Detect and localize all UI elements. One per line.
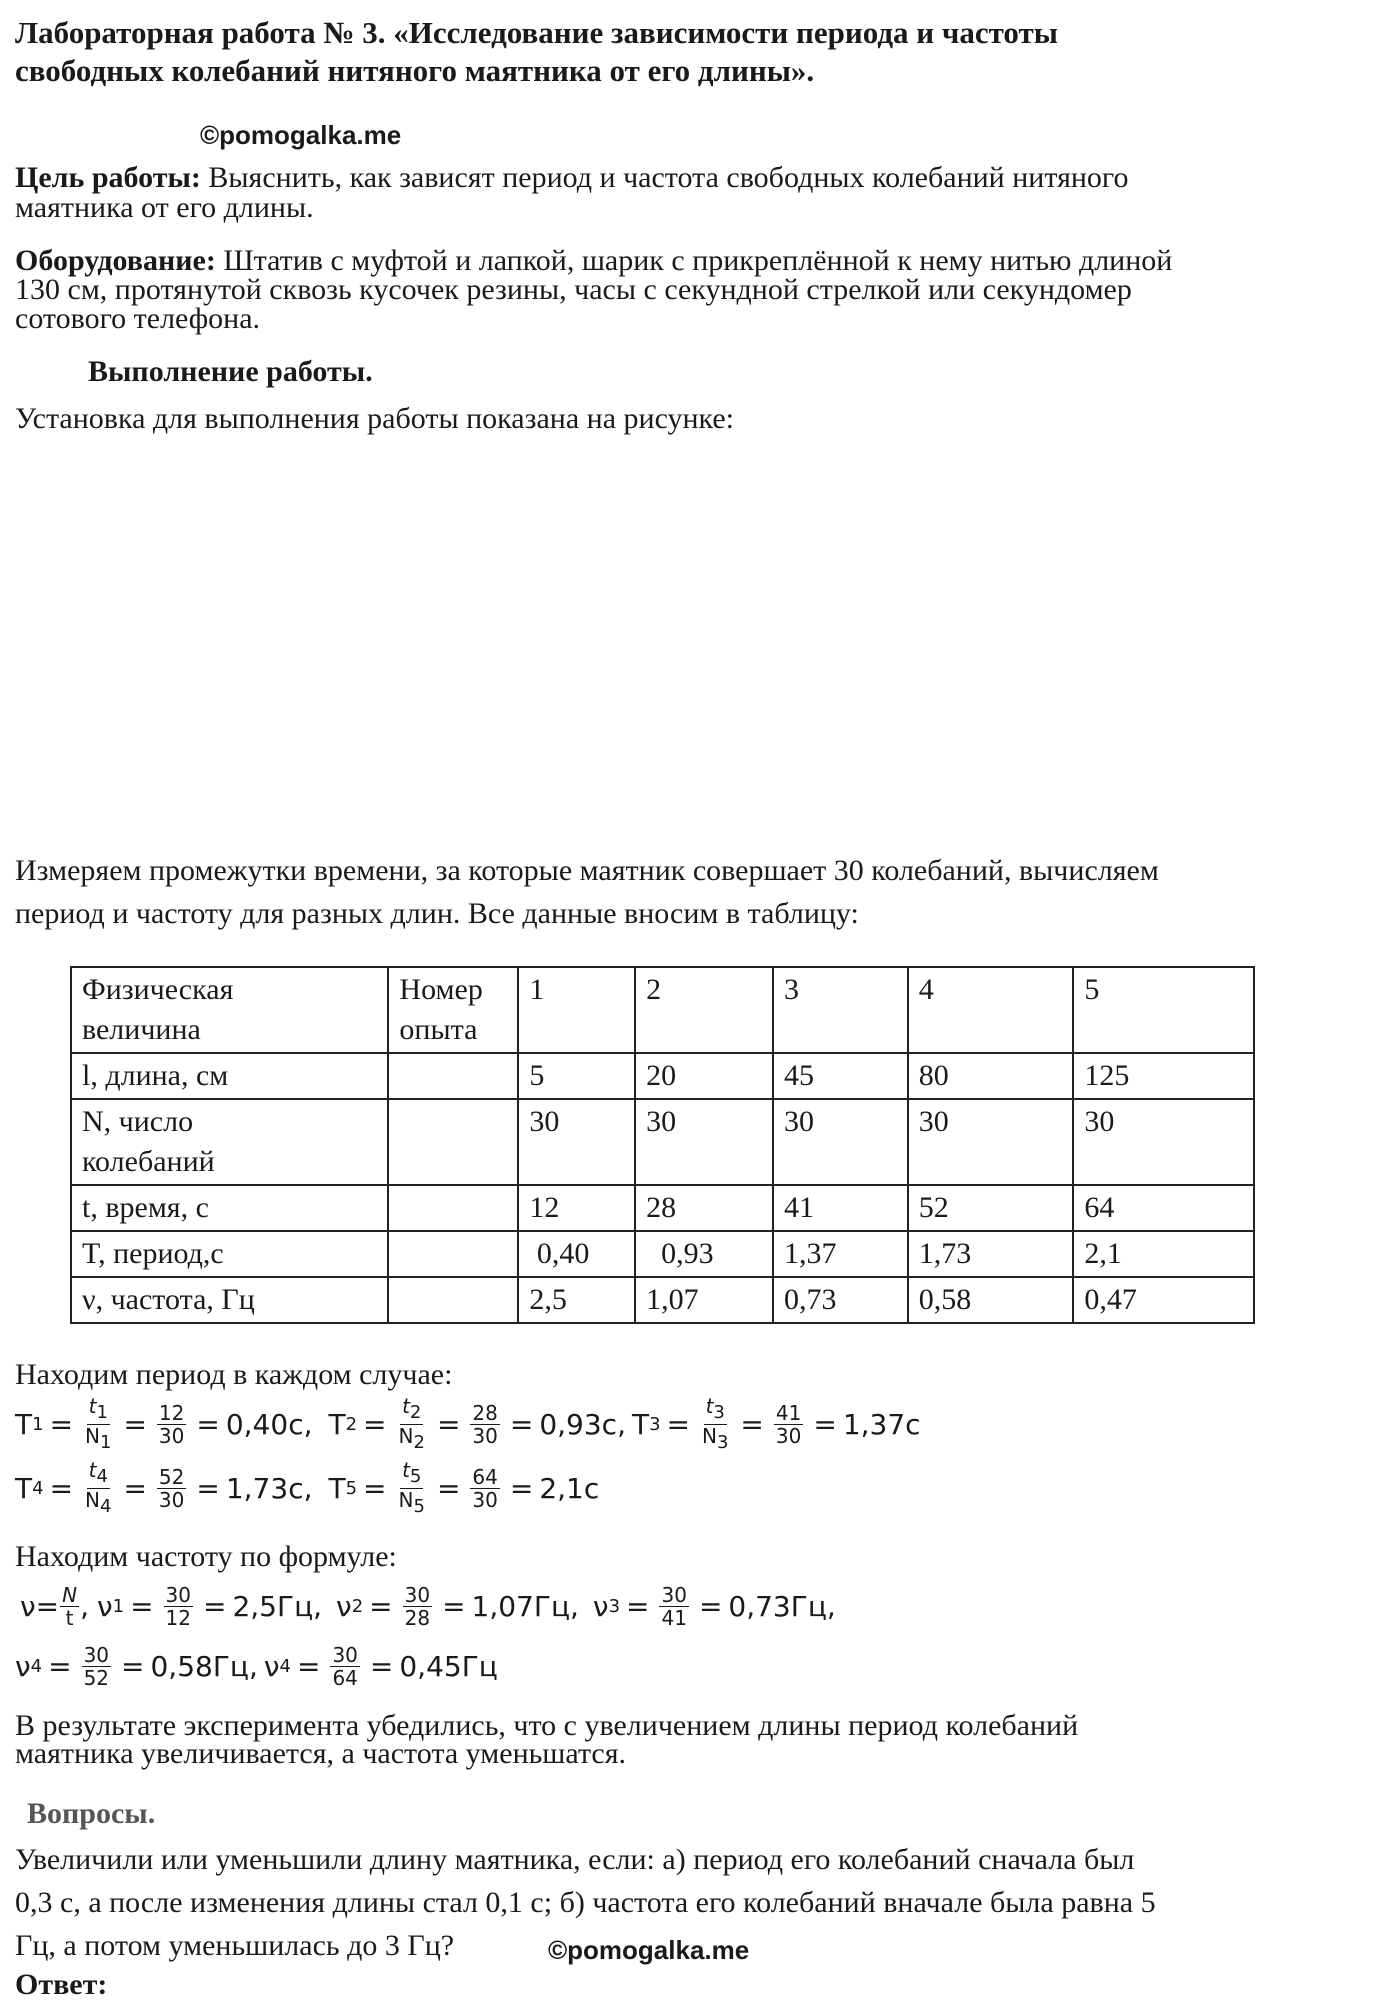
conclusion-text-2: маятника увеличивается, а частота уменьшатся. <box>15 1737 627 1770</box>
table-header-cell: 5 <box>1073 967 1254 1053</box>
table-row <box>71 1099 1254 1185</box>
table-cell: 0,58 <box>908 1277 1074 1323</box>
title-line-2: свободных колебаний нитяного маятника от его длины». <box>15 53 815 88</box>
table-cell: 0,47 <box>1073 1277 1254 1323</box>
conclusion-paragraph <box>15 1709 1395 1770</box>
question-text-3: Гц, а потом уменьшилась до 3 Гц? <box>15 1929 455 1962</box>
table-header-cell: 4 <box>908 967 1074 1053</box>
table-row <box>71 1277 1254 1323</box>
equipment-paragraph <box>15 246 1385 333</box>
table-cell: 30 <box>635 1099 773 1185</box>
table-cell: 5 <box>518 1053 635 1099</box>
goal-label: Цель работы: <box>15 161 201 194</box>
goal-text-2: маятника от его длины. <box>15 191 314 224</box>
title-line-1: Лабораторная работа № 3. «Исследование зависимости периода и частоты <box>15 15 1058 50</box>
table-row <box>71 1185 1254 1231</box>
table-cell: 30 <box>518 1099 635 1185</box>
table-header-cell: 1 <box>518 967 635 1053</box>
row-label: l, длина, см <box>71 1053 388 1099</box>
setup-text: Установка для выполнения работы показана на рисунке: <box>15 402 735 435</box>
nu2-value: 1,07Гц, <box>471 1589 579 1623</box>
watermark-top: ©pomogalka.me <box>200 120 402 150</box>
frequency-formula-row-1: ν = $\frac{N}{t}$ , ν 1 = $\frac{30}{12}$ = 2,5Гц, ν 2 = $\frac{30}{28}$ = 1,07Гц, ν 3 = $\frac{30}{41}$ = 0,73Гц, <box>20 1582 836 1630</box>
table-row <box>71 1231 1254 1277</box>
period-formula-row-1: T 1 = $\frac{t_1}{N_1}$ = $\frac{12}{30}$ = 0,40с, T 2 = $\frac{t_2}{N_2}$ = $\frac{28}{30}$ = 0,93с, T 3 = $\frac{t_3}{N_3}$ = $\frac{41}{30}$ = 1,37с <box>15 1393 921 1453</box>
table-header-row <box>71 967 1254 1053</box>
table-cell: 2,1 <box>1073 1231 1254 1277</box>
nu4-value: 0,58Гц, <box>150 1649 258 1683</box>
nu3-value: 0,73Гц, <box>728 1589 836 1623</box>
measure-text-1: Измеряем промежутки времени, за которые маятник совершает 30 колебаний, вычисляем <box>15 854 1159 887</box>
table-cell: 30 <box>1073 1099 1254 1185</box>
table-cell: 125 <box>1073 1053 1254 1099</box>
table-cell: 41 <box>773 1185 908 1231</box>
table-cell: 1,37 <box>773 1231 908 1277</box>
T2-value: 0,93с, <box>539 1407 626 1441</box>
table-cell: 28 <box>635 1185 773 1231</box>
questions-heading: Вопросы. <box>27 1797 156 1830</box>
data-table <box>70 966 1255 1324</box>
nu5-value: 0,45Гц <box>399 1649 498 1683</box>
equipment-text-3: сотового телефона. <box>15 302 261 335</box>
table-cell: 45 <box>773 1053 908 1099</box>
row-label: t, время, с <box>71 1185 388 1231</box>
T5-value: 2,1с <box>539 1471 600 1505</box>
table-cell: 0,73 <box>773 1277 908 1323</box>
page-title <box>15 14 1385 90</box>
watermark-bottom: ©pomogalka.me <box>548 1935 750 1965</box>
table-cell: 20 <box>635 1053 773 1099</box>
table-cell: 64 <box>1073 1185 1254 1231</box>
table-header-quantity: Физическая величина <box>71 967 388 1053</box>
frequency-intro: Находим частоту по формуле: <box>15 1540 397 1573</box>
question-text-2: 0,3 с, а после изменения длины стал 0,1 с; б) частота его колебаний вначале была равна 5 <box>15 1886 1156 1919</box>
measure-text-2: период и частоту для разных длин. Все данные вносим в таблицу: <box>15 897 859 930</box>
T1-value: 0,40с, <box>225 1407 313 1441</box>
row-label: T, период,с <box>71 1231 388 1277</box>
nu1-value: 2,5Гц, <box>232 1589 323 1623</box>
equipment-label: Оборудование: <box>15 244 216 277</box>
measure-paragraph <box>15 849 1395 935</box>
T4-value: 1,73с, <box>225 1471 313 1505</box>
table-cell: 30 <box>908 1099 1074 1185</box>
goal-paragraph <box>15 163 1385 223</box>
table-cell: 80 <box>908 1053 1074 1099</box>
table-cell: 1,73 <box>908 1231 1074 1277</box>
frequency-formula-row-2: ν 4 = $\frac{30}{52}$ = 0,58Гц, ν 4 = $\frac{30}{64}$ = 0,45Гц <box>15 1642 498 1690</box>
table-cell: 12 <box>518 1185 635 1231</box>
equipment-text-1: Штатив с муфтой и лапкой, шарик с прикреплённой к нему нитью длиной <box>215 244 1173 277</box>
period-intro: Находим период в каждом случае: <box>15 1358 453 1391</box>
period-formula-row-2: T 4 = $\frac{t_4}{N_4}$ = $\frac{52}{30}$ = 1,73с, T 5 = $\frac{t_5}{N_5}$ = $\frac{64}{30}$ = 2,1с <box>15 1457 600 1517</box>
table-cell: 30 <box>773 1099 908 1185</box>
table-cell: 52 <box>908 1185 1074 1231</box>
equipment-text-2: 130 см, протянутой сквозь кусочек резины, часы с секундной стрелкой или секундомер <box>15 273 1132 306</box>
question-text-1: Увеличили или уменьшили длину маятника, если: а) период его колебаний сначала был <box>15 1843 1135 1876</box>
table-row <box>71 1053 1254 1099</box>
table-cell: 2,5 <box>518 1277 635 1323</box>
table-cell: 0,93 <box>635 1231 773 1277</box>
table-header-trial: Номер опыта <box>388 967 518 1053</box>
answer-label: Ответ: <box>15 1968 108 2001</box>
table-header-cell: 2 <box>635 967 773 1053</box>
procedure-heading: Выполнение работы. <box>88 355 373 388</box>
row-label: ν, частота, Гц <box>71 1277 388 1323</box>
row-label: N, число колебаний <box>71 1099 388 1185</box>
goal-text-1: Выяснить, как зависят период и частота свободных колебаний нитяного <box>200 161 1129 194</box>
table-cell: 1,07 <box>635 1277 773 1323</box>
conclusion-text-1: В результате эксперимента убедились, что с увеличением длины период колебаний <box>15 1709 1079 1742</box>
table-header-cell: 3 <box>773 967 908 1053</box>
table-cell: 0,40 <box>518 1231 635 1277</box>
T3-value: 1,37с <box>842 1407 921 1441</box>
